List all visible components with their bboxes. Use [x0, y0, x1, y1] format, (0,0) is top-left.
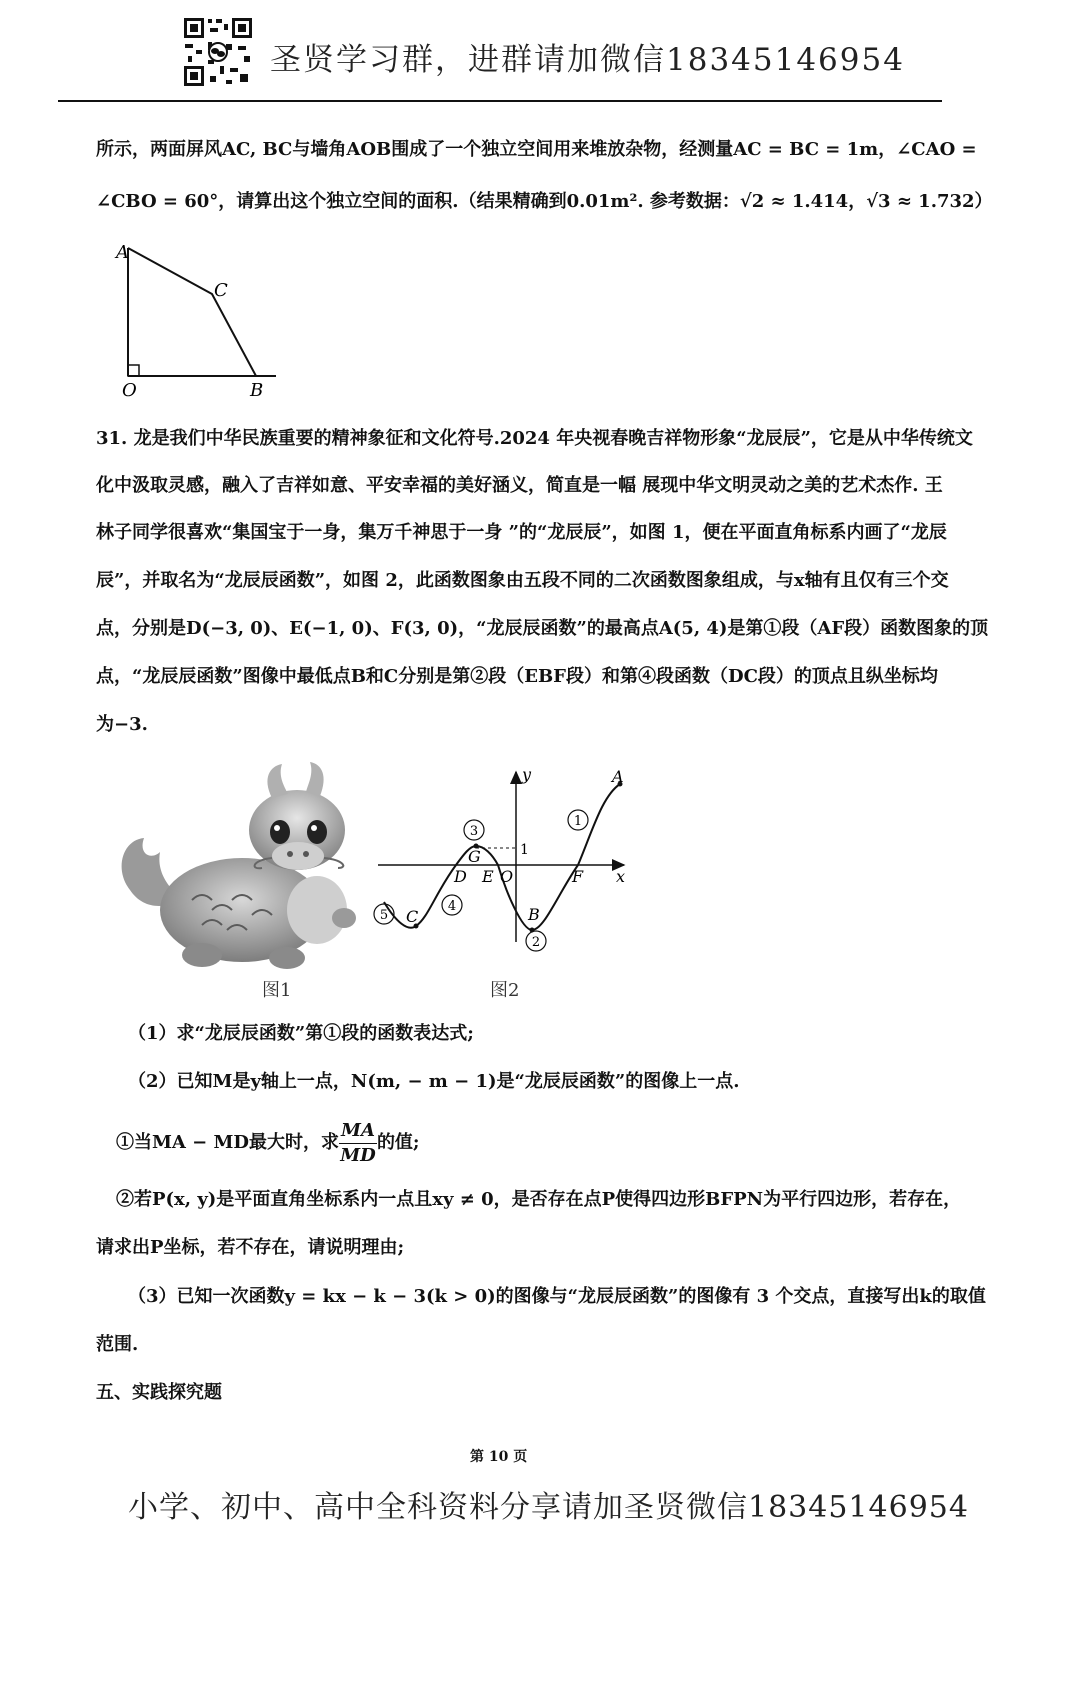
header-text: 圣贤学习群，进群请加微信18345146954	[270, 42, 905, 78]
q31-sub-2: （2）已知M是y轴上一点，N(m, − m − 1)是“龙辰辰函数”的图像上一点.	[128, 1071, 740, 1092]
graph-label-y: y	[522, 765, 532, 784]
figure-2-caption: 图2	[490, 980, 520, 1001]
q31-line-5: 点，分别是D(−3, 0)、E(−1, 0)、F(3, 0)，“龙辰辰函数”的最高点A(5, 4)是第①段（AF段）函数图象的顶	[96, 618, 989, 639]
q31-line-6: 点，“龙辰辰函数”图像中最低点B和C分别是第②段（EBF段）和第④段函数（DC段）的顶点且纵坐标均	[96, 666, 938, 687]
q31-sub-3-line-2: 范围.	[96, 1334, 139, 1355]
fig30-label-b: B	[250, 380, 264, 398]
q31-line-4: 辰”，并取名为“龙辰辰函数”，如图 2，此函数图象由五段不同的二次函数图象组成，与x轴有且仅有三个交	[96, 570, 949, 591]
fraction-denominator: MD	[340, 1144, 376, 1166]
q31-sub-2-2-line-2: 请求出P坐标，若不存在，请说明理由;	[96, 1237, 405, 1258]
footer-text: 小学、初中、高中全科资料分享请加圣贤微信18345146954	[128, 1490, 969, 1525]
q31-sub-1: （1）求“龙辰辰函数”第①段的函数表达式;	[128, 1023, 474, 1044]
segment-2-marker: 2	[531, 935, 541, 950]
dragon-function-graph	[372, 762, 634, 962]
section-5-heading: 五、实践探究题	[96, 1382, 222, 1403]
q30-figure	[108, 238, 288, 398]
sub-2-1-text-before: ①当MA − MD最大时，求	[116, 1132, 340, 1153]
fraction-numerator: MA	[339, 1119, 377, 1144]
q31-sub-2-1	[116, 1116, 420, 1170]
graph-label-c: C	[406, 907, 419, 926]
graph-label-e: E	[482, 867, 494, 886]
graph-label-d: D	[454, 867, 467, 886]
q31-line-1: 31. 龙是我们中华民族重要的精神象征和文化符号.2024 年央视春晚吉祥物形象“龙辰辰”，它是从中华传统文	[96, 428, 973, 449]
qr-code	[182, 16, 254, 88]
graph-label-x: x	[616, 867, 626, 886]
q30-line-2: ∠CBO = 60°，请算出这个独立空间的面积.（结果精确到0.01m². 参考数据：√2 ≈ 1.414，√3 ≈ 1.732）	[96, 191, 993, 212]
header-divider	[58, 100, 942, 102]
figure-1-caption: 图1	[262, 980, 292, 1001]
page-number: 第 10 页	[470, 1449, 528, 1465]
function-curve	[384, 784, 620, 930]
q31-line-3: 林子同学很喜欢“集国宝于一身，集万千神思于一身 ”的“龙辰辰”，如图 1，便在平面直角标系内画了“龙辰	[96, 522, 947, 543]
q31-sub-2-2-line-1: ②若P(x, y)是平面直角坐标系内一点且xy ≠ 0，是否存在点P使得四边形BFPN为平行四边形，若存在，	[116, 1189, 962, 1210]
q31-sub-3-line-1: （3）已知一次函数y = kx − k − 3(k > 0)的图像与“龙辰辰函数”的图像有 3 个交点，直接写出k的取值	[128, 1286, 986, 1307]
graph-label-one: 1	[520, 842, 529, 858]
graph-label-o: O	[500, 867, 514, 886]
segment-4-marker: 4	[447, 899, 457, 914]
q31-line-2: 化中汲取灵感，融入了吉祥如意、平安幸福的美好涵义，简直是一幅 展现中华文明灵动之美的艺术杰作. 王	[96, 475, 943, 496]
q31-line-7: 为−3.	[96, 714, 148, 735]
fig30-label-o: O	[122, 380, 137, 398]
graph-label-a: A	[612, 767, 624, 786]
graph-label-g: G	[468, 847, 481, 866]
ma-over-md-fraction	[339, 1119, 377, 1168]
fig30-label-c: C	[214, 280, 228, 301]
graph-label-f: F	[572, 867, 584, 886]
segment-1-marker: 1	[573, 814, 583, 829]
sub-2-1-text-after: 的值;	[376, 1132, 420, 1153]
dragon-mascot-image	[112, 760, 362, 972]
graph-label-b: B	[528, 905, 540, 924]
segment-5-marker: 5	[379, 908, 389, 923]
q30-line-1: 所示，两面屏风AC, BC与墙角AOB围成了一个独立空间用来堆放杂物，经测量AC = BC = 1m，∠CAO =	[96, 139, 977, 160]
segment-3-marker: 3	[469, 824, 479, 839]
fig30-label-a: A	[116, 242, 129, 263]
